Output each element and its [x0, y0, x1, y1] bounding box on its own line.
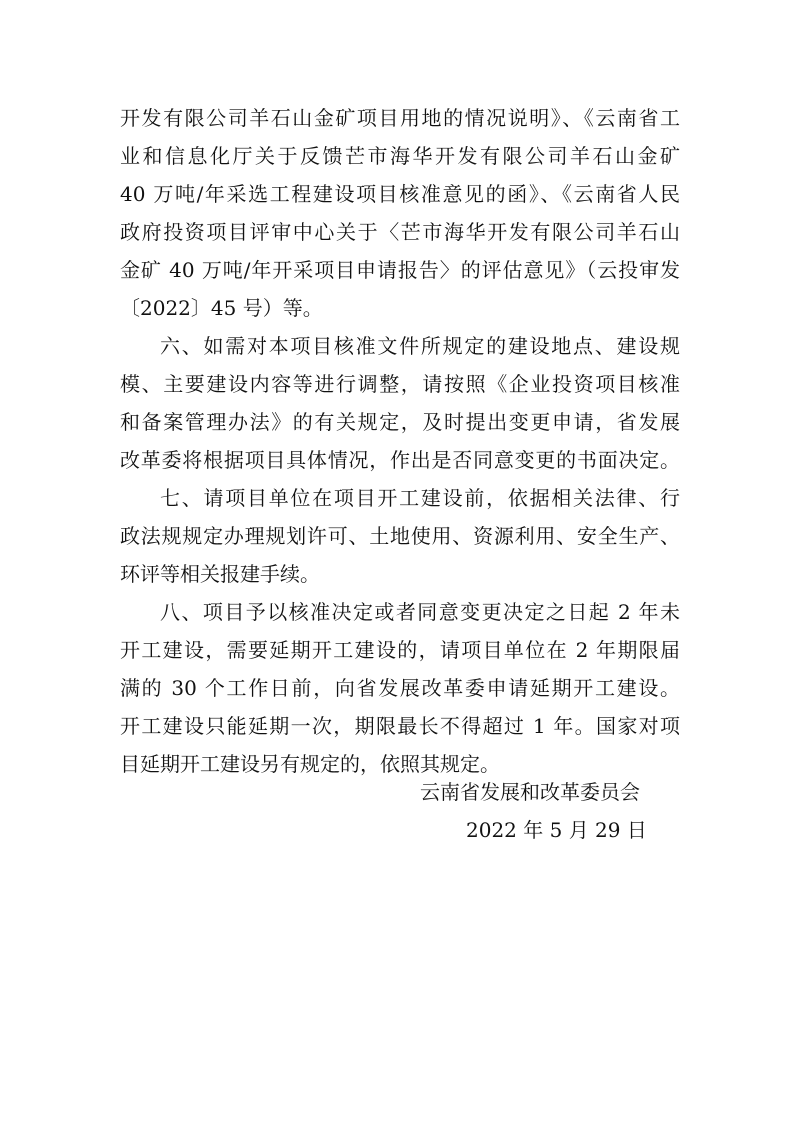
continuation-line-5: 金矿 40 万吨/年开采项目申请报告〉的评估意见》（云投审发	[120, 258, 680, 282]
signature-date: 2022 年 5 月 29 日	[466, 818, 647, 842]
section7-line-2: 政法规规定办理规划许可、土地使用、资源利用、安全生产、	[120, 524, 680, 548]
section7-line-3: 环评等相关报建手续。	[120, 562, 320, 586]
section8-line-3: 满的 30 个工作日前，向省发展改革委申请延期开工建设。	[120, 676, 680, 700]
section8-line-2: 开工建设，需要延期开工建设的，请项目单位在 2 年期限届	[120, 638, 680, 662]
section6-line-1: 六、如需对本项目核准文件所规定的建设地点、建设规	[160, 334, 680, 358]
continuation-line-2: 业和信息化厅关于反馈芒市海华开发有限公司羊石山金矿	[120, 144, 680, 168]
section8-line-4: 开工建设只能延期一次，期限最长不得超过 1 年。国家对项	[120, 714, 680, 738]
signature-issuer: 云南省发展和改革委员会	[420, 780, 640, 804]
continuation-line-1: 开发有限公司羊石山金矿项目用地的情况说明》、《云南省工	[120, 106, 680, 130]
section6-line-4: 改革委将根据项目具体情况，作出是否同意变更的书面决定。	[120, 448, 680, 472]
section6-line-2: 模、主要建设内容等进行调整，请按照《企业投资项目核准	[120, 372, 680, 396]
section8-line-5: 目延期开工建设另有规定的，依照其规定。	[120, 752, 500, 776]
continuation-line-3: 40 万吨/年采选工程建设项目核准意见的函》、《云南省人民	[120, 182, 680, 206]
section7-line-1: 七、请项目单位在项目开工建设前，依据相关法律、行	[160, 486, 680, 510]
section6-line-3: 和备案管理办法》的有关规定，及时提出变更申请，省发展	[120, 410, 680, 434]
continuation-line-4: 政府投资项目评审中心关于〈芒市海华开发有限公司羊石山	[120, 220, 680, 244]
continuation-line-6: 〔2022〕45 号）等。	[120, 296, 323, 320]
section8-line-1: 八、项目予以核准决定或者同意变更决定之日起 2 年未	[160, 600, 680, 624]
